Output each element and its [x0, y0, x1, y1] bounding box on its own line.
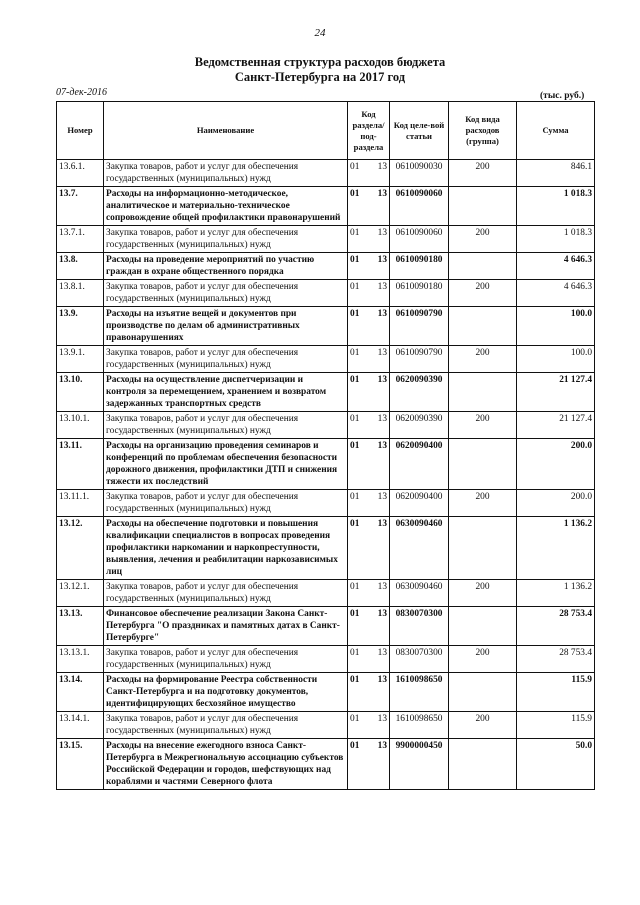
table-row	[57, 307, 595, 346]
row-target-code: 0610090030	[390, 160, 449, 187]
row-sum: 100.0	[517, 346, 595, 373]
table-row	[57, 739, 595, 790]
row-expense-type	[449, 373, 517, 412]
row-name: Закупка товаров, работ и услуг для обеспечения государственных (муниципальных) нужд	[104, 226, 348, 253]
row-target-code: 0630090460	[390, 580, 449, 607]
row-sum: 28 753.4	[517, 607, 595, 646]
row-number: 13.11.	[57, 439, 104, 490]
row-section: 01	[348, 607, 372, 646]
row-expense-type	[449, 517, 517, 580]
table-row	[57, 646, 595, 673]
table-row	[57, 160, 595, 187]
row-expense-type	[449, 439, 517, 490]
table-row	[57, 226, 595, 253]
row-sum: 115.9	[517, 673, 595, 712]
row-name: Закупка товаров, работ и услуг для обеспечения государственных (муниципальных) нужд	[104, 280, 348, 307]
row-subsection: 13	[372, 490, 390, 517]
row-expense-type	[449, 739, 517, 790]
table-body	[57, 160, 595, 790]
title-line-2: Санкт-Петербурга на 2017 год	[234, 70, 406, 84]
row-target-code: 1610098650	[390, 712, 449, 739]
row-target-code: 0610090180	[390, 280, 449, 307]
row-number: 13.7.	[57, 187, 104, 226]
row-number: 13.10.1.	[57, 412, 104, 439]
row-subsection: 13	[372, 739, 390, 790]
row-target-code: 0620090400	[390, 490, 449, 517]
row-target-code: 0620090390	[390, 412, 449, 439]
row-name: Расходы на организацию проведения семинаров и конференций по проблемам обеспечения безопасности дорожного движения, профилактики ДТП и снижения тяжести их последствий	[104, 439, 348, 490]
row-target-code: 0610090790	[390, 307, 449, 346]
row-number: 13.14.1.	[57, 712, 104, 739]
header-name: Наименование	[104, 102, 348, 160]
row-section: 01	[348, 253, 372, 280]
row-sum: 1 136.2	[517, 517, 595, 580]
row-expense-type: 200	[449, 490, 517, 517]
table-row	[57, 253, 595, 280]
row-name: Закупка товаров, работ и услуг для обеспечения государственных (муниципальных) нужд	[104, 346, 348, 373]
row-section: 01	[348, 226, 372, 253]
row-name: Расходы на внесение ежегодного взноса Санкт-Петербурга в Межрегиональную ассоциацию субъектов Российской Федерации и городов, шефствующих над кораблями и частями Северного флота	[104, 739, 348, 790]
table-row	[57, 607, 595, 646]
row-target-code: 1610098650	[390, 673, 449, 712]
row-target-code: 0610090790	[390, 346, 449, 373]
row-number: 13.9.	[57, 307, 104, 346]
row-subsection: 13	[372, 646, 390, 673]
row-section: 01	[348, 187, 372, 226]
row-subsection: 13	[372, 712, 390, 739]
row-number: 13.6.1.	[57, 160, 104, 187]
row-number: 13.12.1.	[57, 580, 104, 607]
row-expense-type: 200	[449, 580, 517, 607]
row-subsection: 13	[372, 187, 390, 226]
row-expense-type	[449, 187, 517, 226]
table-row	[57, 490, 595, 517]
row-section: 01	[348, 307, 372, 346]
row-name: Расходы на проведение мероприятий по участию граждан в охране общественного порядка	[104, 253, 348, 280]
row-sum: 1 018.3	[517, 226, 595, 253]
row-name: Закупка товаров, работ и услуг для обеспечения государственных (муниципальных) нужд	[104, 160, 348, 187]
row-number: 13.8.1.	[57, 280, 104, 307]
row-target-code: 0610090180	[390, 253, 449, 280]
row-number: 13.10.	[57, 373, 104, 412]
row-section: 01	[348, 490, 372, 517]
table-row	[57, 346, 595, 373]
row-name: Закупка товаров, работ и услуг для обеспечения государственных (муниципальных) нужд	[104, 412, 348, 439]
row-subsection: 13	[372, 580, 390, 607]
row-sum: 100.0	[517, 307, 595, 346]
row-subsection: 13	[372, 439, 390, 490]
table-row	[57, 187, 595, 226]
row-name: Расходы на обеспечение подготовки и повышения квалификации специалистов в вопросах проведения профилактики наркомании и наркопреступности, выявления, лечения и реабилитации наркозависимых лиц	[104, 517, 348, 580]
row-number: 13.11.1.	[57, 490, 104, 517]
row-section: 01	[348, 739, 372, 790]
header-target: Код целе-вой статьи	[390, 102, 449, 160]
row-expense-type: 200	[449, 346, 517, 373]
row-sum: 1 136.2	[517, 580, 595, 607]
row-section: 01	[348, 346, 372, 373]
row-target-code: 0830070300	[390, 646, 449, 673]
row-sum: 200.0	[517, 490, 595, 517]
units-label: (тыс. руб.)	[540, 91, 585, 101]
row-section: 01	[348, 712, 372, 739]
row-expense-type: 200	[449, 712, 517, 739]
row-target-code: 9900000450	[390, 739, 449, 790]
row-sum: 21 127.4	[517, 412, 595, 439]
table-header-row	[57, 102, 595, 160]
row-sum: 846.1	[517, 160, 595, 187]
row-number: 13.12.	[57, 517, 104, 580]
row-expense-type: 200	[449, 160, 517, 187]
row-subsection: 13	[372, 607, 390, 646]
row-expense-type: 200	[449, 646, 517, 673]
row-expense-type: 200	[449, 280, 517, 307]
row-expense-type	[449, 253, 517, 280]
row-subsection: 13	[372, 373, 390, 412]
row-section: 01	[348, 673, 372, 712]
table-row	[57, 280, 595, 307]
row-expense-type	[449, 607, 517, 646]
row-subsection: 13	[372, 517, 390, 580]
row-sum: 28 753.4	[517, 646, 595, 673]
row-expense-type: 200	[449, 226, 517, 253]
row-subsection: 13	[372, 226, 390, 253]
row-sum: 1 018.3	[517, 187, 595, 226]
row-section: 01	[348, 580, 372, 607]
row-section: 01	[348, 160, 372, 187]
table-row	[57, 373, 595, 412]
row-subsection: 13	[372, 280, 390, 307]
title-line-1: Ведомственная структура расходов бюджета	[194, 55, 446, 69]
row-name: Расходы на формирование Реестра собственности Санкт-Петербурга и на подготовку документов, идентифицирующих бесхозяйное имущество	[104, 673, 348, 712]
row-name: Расходы на осуществление диспетчеризации и контроля за перемещением, хранением и возвратом задержанных транспортных средств	[104, 373, 348, 412]
row-name: Финансовое обеспечение реализации Закона Санкт-Петербурга "О праздниках и памятных датах в Санкт-Петербурге"	[104, 607, 348, 646]
row-target-code: 0610090060	[390, 226, 449, 253]
row-target-code: 0620090390	[390, 373, 449, 412]
page-title	[0, 55, 640, 85]
row-sum: 115.9	[517, 712, 595, 739]
header-section: Код раздела/ под-раздела	[348, 102, 390, 160]
row-expense-type	[449, 673, 517, 712]
table-row	[57, 439, 595, 490]
row-number: 13.13.	[57, 607, 104, 646]
row-name: Расходы на изъятие вещей и документов при производстве по делам об административных правонарушениях	[104, 307, 348, 346]
row-target-code: 0630090460	[390, 517, 449, 580]
row-number: 13.14.	[57, 673, 104, 712]
table-row	[57, 517, 595, 580]
row-sum: 200.0	[517, 439, 595, 490]
row-number: 13.15.	[57, 739, 104, 790]
row-number: 13.9.1.	[57, 346, 104, 373]
budget-table	[56, 101, 595, 790]
row-subsection: 13	[372, 160, 390, 187]
row-subsection: 13	[372, 253, 390, 280]
header-expense-type: Код вида расходов (группа)	[449, 102, 517, 160]
row-section: 01	[348, 373, 372, 412]
row-name: Закупка товаров, работ и услуг для обеспечения государственных (муниципальных) нужд	[104, 646, 348, 673]
row-name: Закупка товаров, работ и услуг для обеспечения государственных (муниципальных) нужд	[104, 712, 348, 739]
row-target-code: 0620090400	[390, 439, 449, 490]
row-sum: 4 646.3	[517, 280, 595, 307]
table-row	[57, 673, 595, 712]
row-target-code: 0830070300	[390, 607, 449, 646]
row-sum: 21 127.4	[517, 373, 595, 412]
table-row	[57, 412, 595, 439]
row-subsection: 13	[372, 412, 390, 439]
row-section: 01	[348, 646, 372, 673]
row-subsection: 13	[372, 346, 390, 373]
row-number: 13.13.1.	[57, 646, 104, 673]
row-section: 01	[348, 280, 372, 307]
header-number: Номер	[57, 102, 104, 160]
page-number: 24	[314, 27, 326, 39]
table-row	[57, 712, 595, 739]
row-target-code: 0610090060	[390, 187, 449, 226]
row-section: 01	[348, 412, 372, 439]
row-name: Расходы на информационно-методическое, аналитическое и материально-техническое сопровождение общей профилактики правонарушений	[104, 187, 348, 226]
row-section: 01	[348, 517, 372, 580]
row-expense-type: 200	[449, 412, 517, 439]
row-name: Закупка товаров, работ и услуг для обеспечения государственных (муниципальных) нужд	[104, 490, 348, 517]
row-number: 13.7.1.	[57, 226, 104, 253]
row-number: 13.8.	[57, 253, 104, 280]
row-subsection: 13	[372, 673, 390, 712]
row-sum: 4 646.3	[517, 253, 595, 280]
row-sum: 50.0	[517, 739, 595, 790]
document-date: 07-дек-2016	[56, 87, 107, 98]
table-row	[57, 580, 595, 607]
header-sum: Сумма	[517, 102, 595, 160]
row-expense-type	[449, 307, 517, 346]
row-subsection: 13	[372, 307, 390, 346]
row-section: 01	[348, 439, 372, 490]
row-name: Закупка товаров, работ и услуг для обеспечения государственных (муниципальных) нужд	[104, 580, 348, 607]
